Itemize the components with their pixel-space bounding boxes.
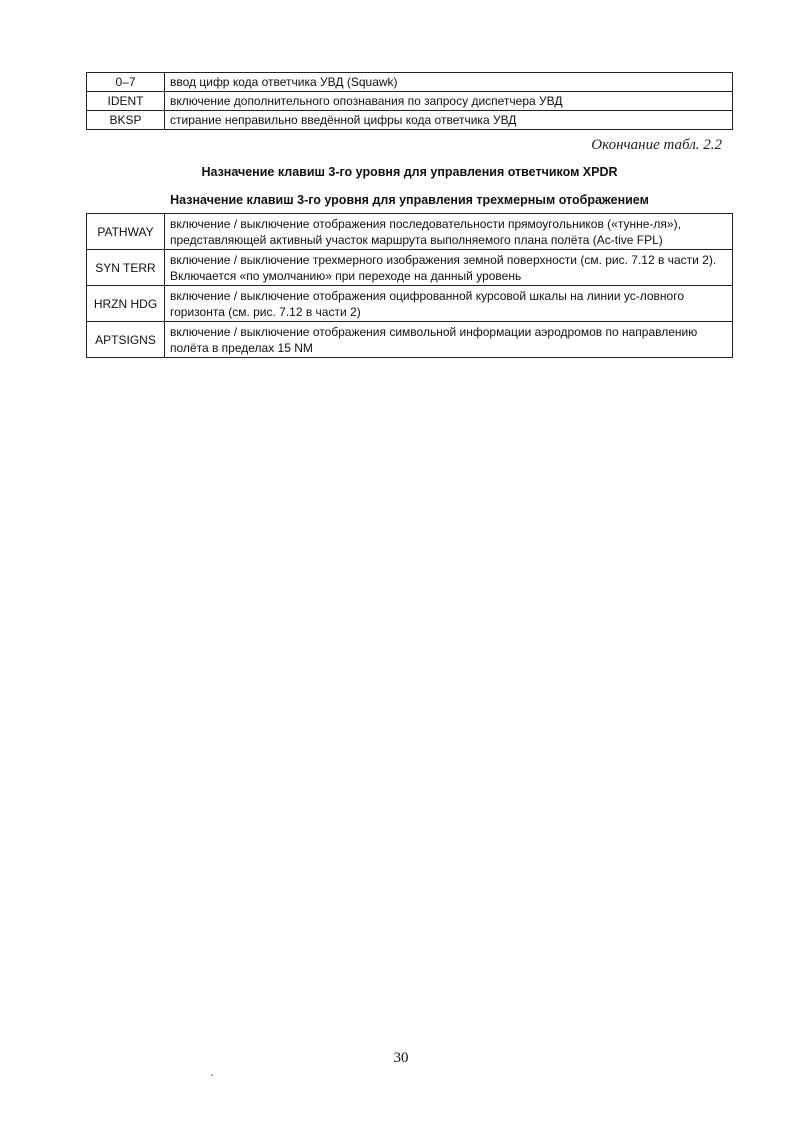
section-heading-xpdr: Назначение клавиш 3-го уровня для управления ответчиком XPDR: [201, 165, 618, 179]
table-row: [87, 73, 733, 92]
key-cell: APTSIGNS: [87, 322, 165, 358]
scan-speck: [211, 1074, 213, 1076]
key-cell: 0–7: [87, 73, 165, 92]
table-row: [87, 250, 733, 286]
key-cell: HRZN HDG: [87, 286, 165, 322]
description-cell: включение / выключение отображения последовательности прямоугольников («тунне-ля»), представляющей активный участок маршрута выполняемого плана полёта (Ac-tive FPL): [165, 214, 733, 250]
table-row: [87, 92, 733, 111]
table-row: [87, 214, 733, 250]
key-cell: IDENT: [87, 92, 165, 111]
description-cell: включение дополнительного опознавания по запросу диспетчера УВД: [165, 92, 733, 111]
key-cell: BKSP: [87, 111, 165, 130]
description-cell: включение / выключение отображения оцифрованной курсовой шкалы на линии ус-ловного горизонта (см. рис. 7.12 в части 2): [165, 286, 733, 322]
description-cell: включение / выключение трехмерного изображения земной поверхности (см. рис. 7.12 в части 2). Включается «по умолчанию» при переходе на данный уровень: [165, 250, 733, 286]
description-cell: включение / выключение отображения символьной информации аэродромов по направлению полёта в пределах 15 NM: [165, 322, 733, 358]
description-cell: стирание неправильно введённой цифры кода ответчика УВД: [165, 111, 733, 130]
table-caption: Окончание табл. 2.2: [591, 137, 722, 153]
key-cell: PATHWAY: [87, 214, 165, 250]
section-heading-3d: Назначение клавиш 3-го уровня для управления трехмерным отображением: [170, 193, 649, 207]
table-row: [87, 111, 733, 130]
3d-display-keys-table: [86, 213, 733, 358]
description-cell: ввод цифр кода ответчика УВД (Squawk): [165, 73, 733, 92]
table-row: [87, 286, 733, 322]
key-cell: SYN TERR: [87, 250, 165, 286]
xpdr-keys-table-end: [86, 72, 733, 130]
page-number: 30: [393, 1050, 409, 1066]
table-row: [87, 322, 733, 358]
